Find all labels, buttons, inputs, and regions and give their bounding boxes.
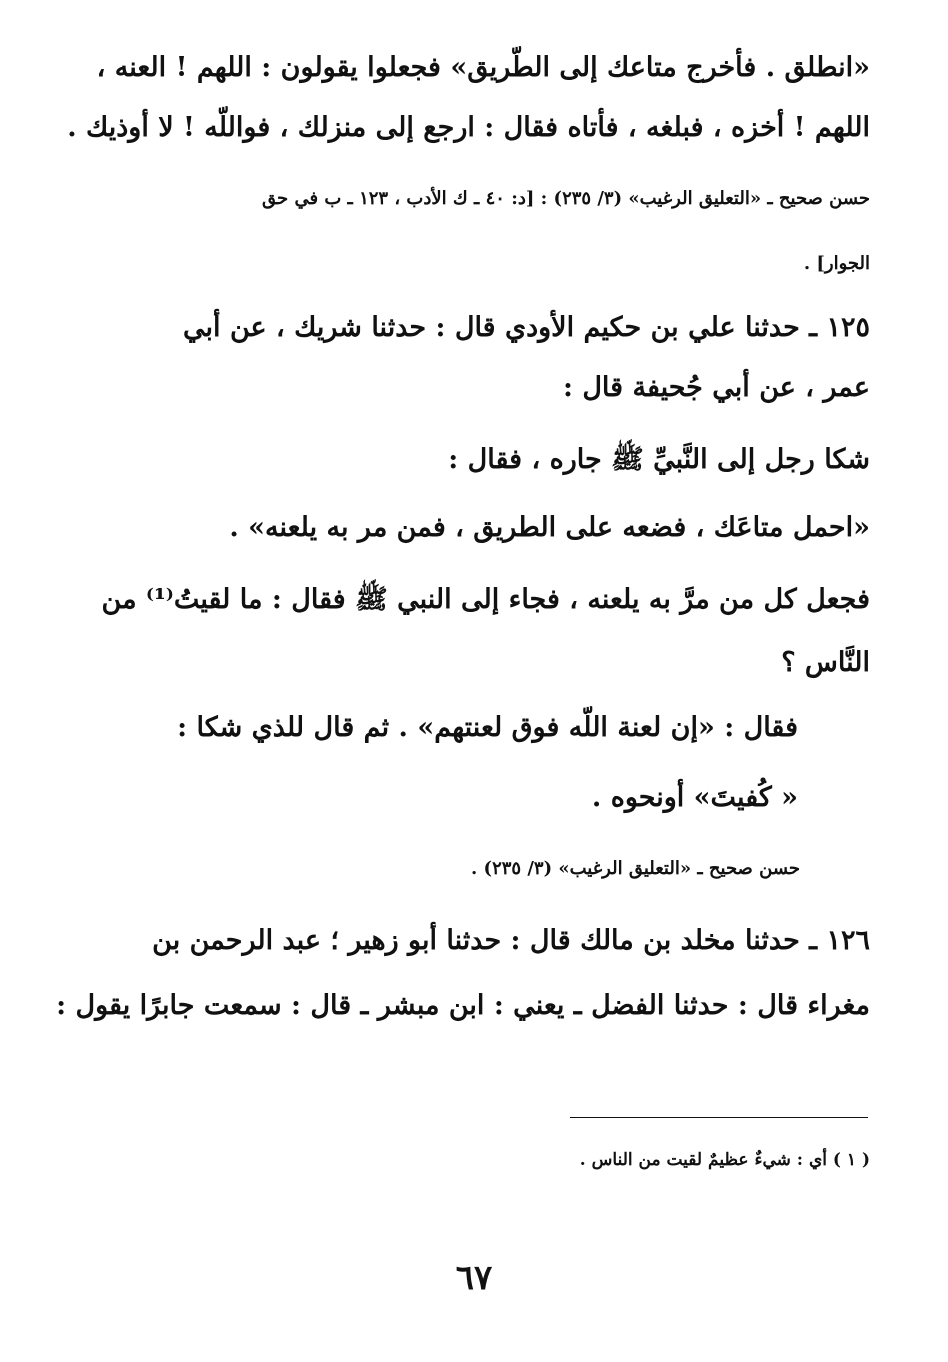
hadith-125-line-2: عمر ، عن أبي جُحيفة قال : xyxy=(562,372,870,403)
hadith-125-line-8: « كُفيتَ» أونحوه . xyxy=(591,782,798,813)
source-line-1: حسن صحيح ـ «التعليق الرغيب» (٣/ ٢٣٥) : [د: ٤٠ ـ ك الأدب ، ١٢٣ ـ ب في حق xyxy=(262,188,870,209)
hadith-125-line-1: ١٢٥ ـ حدثنا علي بن حكيم الأودي قال : حدثنا شريك ، عن أبي xyxy=(183,312,870,343)
hadith-126-line-2: مغراء قال : حدثنا الفضل ـ يعني : ابن مبشر ـ قال : سمعت جابرًا يقول : xyxy=(56,990,870,1021)
footnote-divider xyxy=(570,1117,868,1118)
hadith-126-line-1: ١٢٦ ـ حدثنا مخلد بن مالك قال : حدثنا أبو زهير ؛ عبد الرحمن بن xyxy=(152,925,870,956)
source-line-2: الجوار] . xyxy=(803,253,870,274)
text-line-2: اللهم ! أخزه ، فبلغه ، فأتاه فقال : ارجع إلى منزلك ، فواللّه ! لا أوذيك . xyxy=(67,112,870,143)
hadith-125-line-7: فقال : «إن لعنة اللّه فوق لعنتهم» . ثم قال للذي شكا : xyxy=(177,712,798,743)
hadith-125-line-4: «احمل متاعَك ، فضعه على الطريق ، فمن مر به يلعنه» . xyxy=(229,512,870,543)
text-line-1: «انطلق . فأخرج متاعك إلى الطّريق» فجعلوا يقولون : اللهم ! العنه ، xyxy=(96,52,870,83)
hadith-125-line-5: فجعل كل من مرَّ به يلعنه ، فجاء إلى النبي ﷺ فقال : ما لقيتُ⁽¹⁾ من xyxy=(101,584,870,615)
hadith-125-line-3: شكا رجل إلى النَّبيِّ ﷺ جاره ، فقال : xyxy=(448,444,870,475)
footnote: ( ١ ) أي : شيءٌ عظيمٌ لقيت من الناس . xyxy=(579,1150,870,1170)
grading-line: حسن صحيح ـ «التعليق الرغيب» (٣/ ٢٣٥) . xyxy=(471,858,800,879)
hadith-125-line-6: النَّاس ؟ xyxy=(781,647,870,678)
page-number: ٦٧ xyxy=(455,1258,493,1298)
